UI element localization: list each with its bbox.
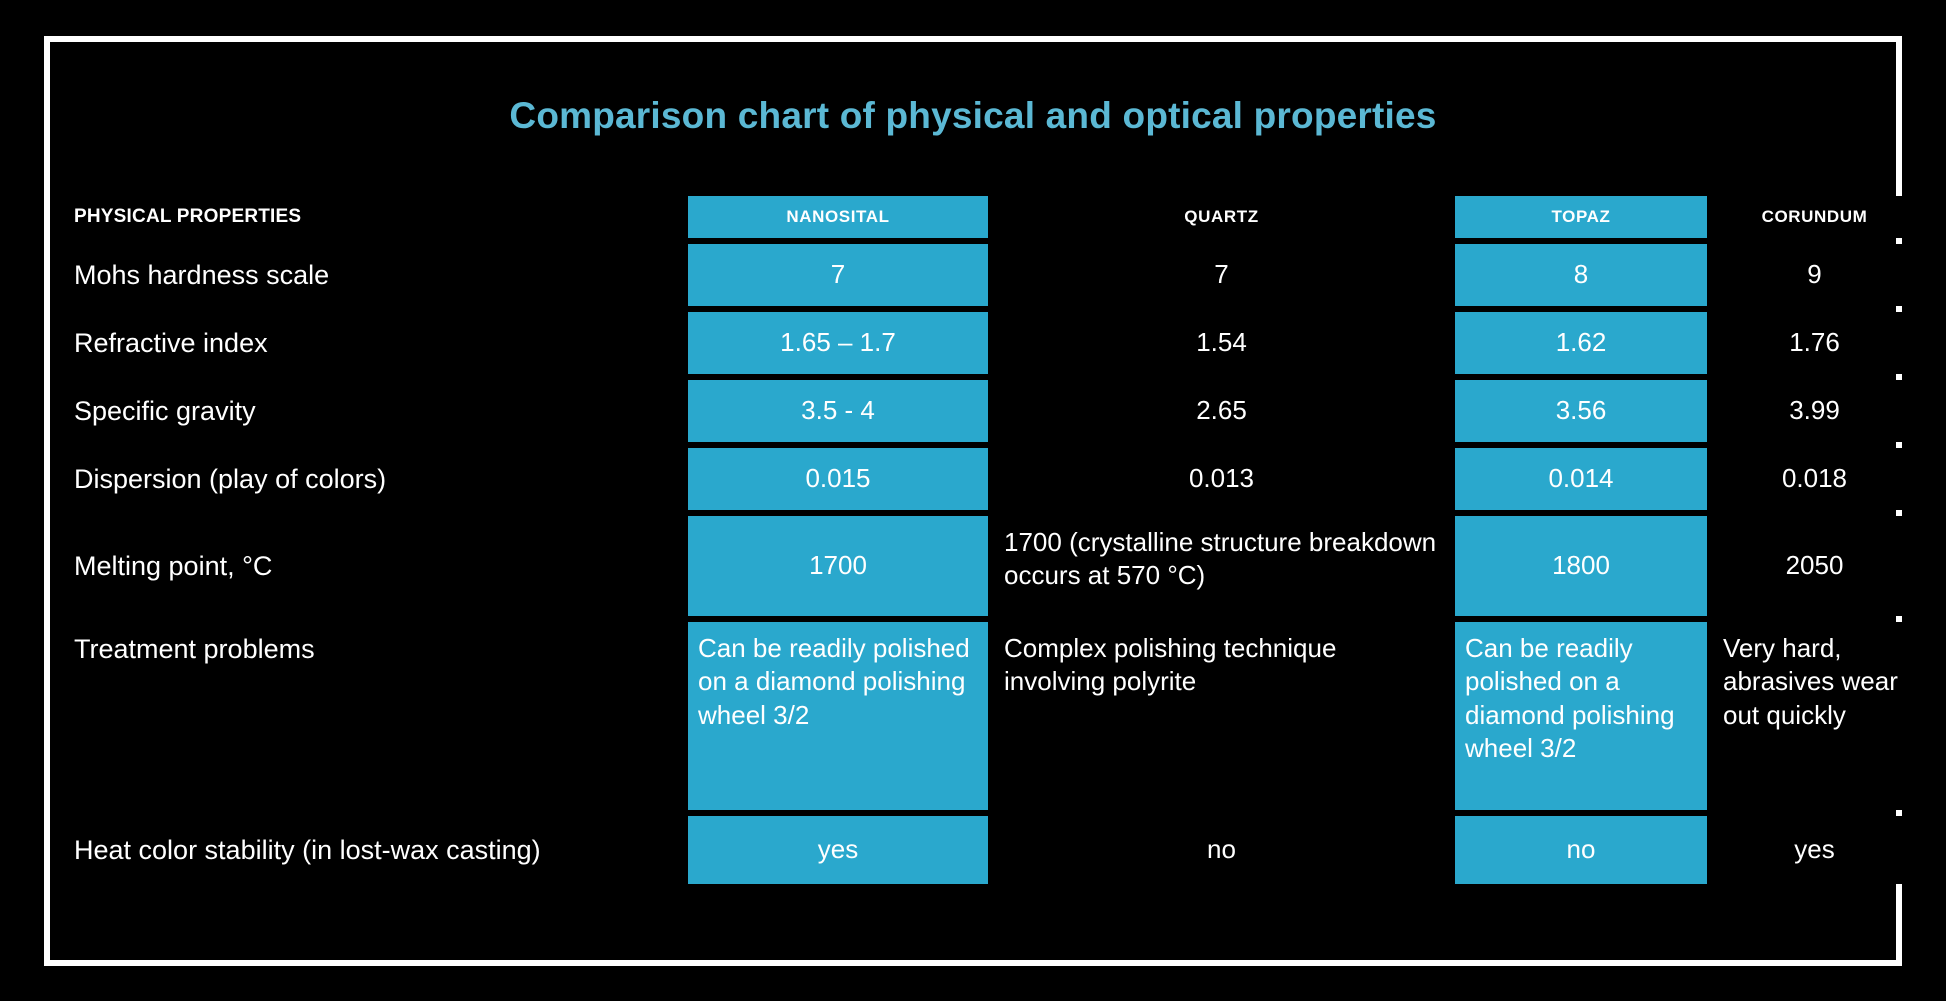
cell-melting-topaz: 1800	[1455, 516, 1707, 616]
cell-gravity-topaz: 3.56	[1455, 380, 1707, 442]
cell-gravity-corundum: 3.99	[1713, 380, 1916, 442]
row-label-heat-color-stability: Heat color stability (in lost-wax casting)	[64, 816, 682, 884]
column-header-topaz: TOPAZ	[1455, 196, 1707, 238]
row-label-melting-point: Melting point, °C	[64, 516, 682, 616]
table-header-row	[64, 196, 1916, 238]
row-label-refractive-index: Refractive index	[64, 312, 682, 374]
table-row	[64, 816, 1916, 884]
cell-melting-corundum: 2050	[1713, 516, 1916, 616]
cell-heat-quartz: no	[994, 816, 1449, 884]
cell-refractive-topaz: 1.62	[1455, 312, 1707, 374]
table-row	[64, 244, 1916, 306]
cell-melting-quartz: 1700 (crystalline structure breakdown occurs at 570 °C)	[994, 516, 1449, 616]
cell-treatment-topaz: Can be readily polished on a diamond polishing wheel 3/2	[1455, 622, 1707, 810]
cell-refractive-quartz: 1.54	[994, 312, 1449, 374]
cell-mohs-topaz: 8	[1455, 244, 1707, 306]
cell-gravity-quartz: 2.65	[994, 380, 1449, 442]
cell-mohs-corundum: 9	[1713, 244, 1916, 306]
cell-refractive-corundum: 1.76	[1713, 312, 1916, 374]
table-row	[64, 622, 1916, 810]
row-label-mohs-hardness: Mohs hardness scale	[64, 244, 682, 306]
cell-heat-corundum: yes	[1713, 816, 1916, 884]
cell-mohs-nanosital: 7	[688, 244, 988, 306]
cell-refractive-nanosital: 1.65 – 1.7	[688, 312, 988, 374]
cell-mohs-quartz: 7	[994, 244, 1449, 306]
title-area	[50, 42, 1896, 190]
column-header-physical-properties: PHYSICAL PROPERTIES	[64, 196, 682, 238]
cell-dispersion-quartz: 0.013	[994, 448, 1449, 510]
cell-dispersion-topaz: 0.014	[1455, 448, 1707, 510]
cell-heat-nanosital: yes	[688, 816, 988, 884]
content-frame	[44, 36, 1902, 966]
table-row	[64, 312, 1916, 374]
cell-treatment-corundum: Very hard, abrasives wear out quickly	[1713, 622, 1916, 810]
table-row	[64, 516, 1916, 616]
table-row	[64, 448, 1916, 510]
cell-melting-nanosital: 1700	[688, 516, 988, 616]
cell-dispersion-corundum: 0.018	[1713, 448, 1916, 510]
column-header-corundum: CORUNDUM	[1713, 196, 1916, 238]
row-label-dispersion: Dispersion (play of colors)	[64, 448, 682, 510]
table-row	[64, 380, 1916, 442]
row-label-specific-gravity: Specific gravity	[64, 380, 682, 442]
cell-heat-topaz: no	[1455, 816, 1707, 884]
column-header-quartz: QUARTZ	[994, 196, 1449, 238]
page-title: Comparison chart of physical and optical properties	[509, 95, 1437, 136]
cell-dispersion-nanosital: 0.015	[688, 448, 988, 510]
cell-treatment-nanosital: Can be readily polished on a diamond polishing wheel 3/2	[688, 622, 988, 810]
comparison-table-wrapper	[58, 190, 1898, 952]
cell-treatment-quartz: Complex polishing technique involving polyrite	[994, 622, 1449, 810]
comparison-table	[58, 190, 1922, 890]
cell-gravity-nanosital: 3.5 - 4	[688, 380, 988, 442]
row-label-treatment-problems: Treatment problems	[64, 622, 682, 810]
column-header-nanosital: NANOSITAL	[688, 196, 988, 238]
